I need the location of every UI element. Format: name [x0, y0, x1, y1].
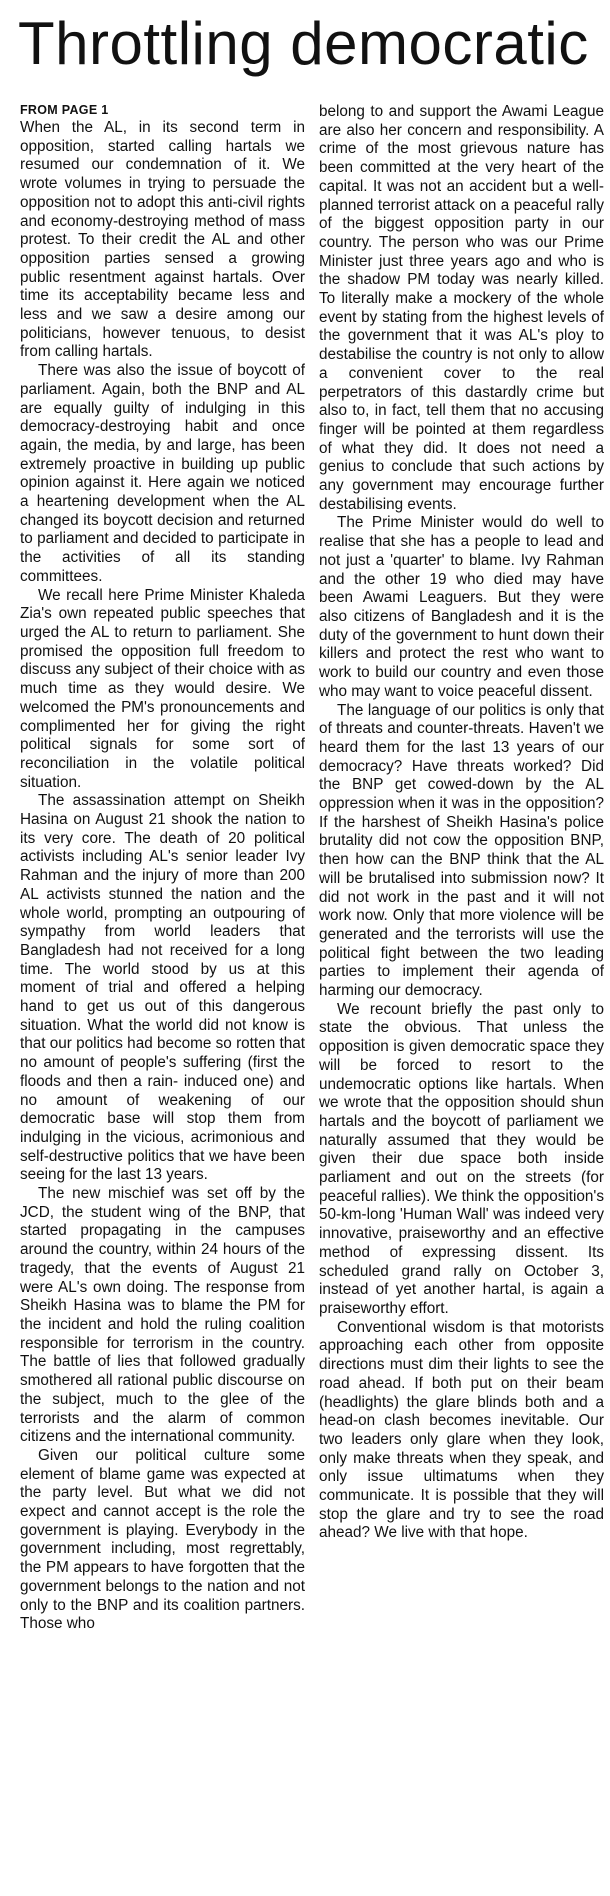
paragraph: belong to and support the Awami League are also her concern and responsibility. A crime of the most grievous nature has been committed at the very heart of the capital. It was not an accident but a well-planned terrorist attack on a peaceful rally of the biggest opposition party in our country. The person who was our Prime Minister just three years ago and who is the shadow PM today was nearly killed. To literally make a mockery of the whole event by stating from the highest levels of the government that it was AL's ploy to destabilise the country is not only to allow a convenient cover to the real perpetrators of this dastardly crime but also to, in fact, tell them that no accusing finger will be pointed at them regardless of what they did. It does not need a genius to conclude that such actions by any government may encourage further destabilising events. — [319, 103, 604, 513]
article-column-left — [20, 103, 305, 1891]
headline: Throttling democratic — [18, 10, 589, 77]
paragraph: We recount briefly the past only to state the obvious. That unless the opposition is given democratic space they will be forced to resort to the undemocratic options like hartals. When we wrote that the opposition should shun hartals and the boycott of parliament we naturally assumed that they would be given their due space both inside parliament and out on the streets (for peaceful rallies). We think the opposition's 50-km-long 'Human Wall' was indeed very innovative, praiseworthy and an effective method of expressing dissent. Its scheduled grand rally on October 3, instead of yet another hartal, is again a praiseworthy effort. — [319, 1000, 604, 1317]
paragraph: Given our political culture some element of blame game was expected at the party level. But what we did not expect and cannot accept is the role the government is playing. Everybody in the government including, most regrettably, the PM appears to have forgotten that the government belongs to the nation and not only to the BNP and its coalition partners. Those who — [20, 1446, 305, 1633]
article-column-right — [319, 103, 604, 1891]
paragraph: There was also the issue of boycott of parliament. Again, both the BNP and AL are equally guilty of indulging in this democracy-destroying habit and once again, the media, by and large, has been extremely proactive in building up public opinion against it. Here again we noticed a heartening development when the AL changed its boycott decision and returned to parliament and decided to participate in the activities of all its standing committees. — [20, 362, 305, 585]
paragraph: Conventional wisdom is that motorists approaching each other from opposite directions must dim their lights to see the road ahead. If both put on their beam (headlights) the glare blinds both and a head-on clash becomes inevitable. Our two leaders only glare when they look, only make threats when they speak, and only issue ultimatums when they communicate. It is possible that they will stop the glare and try to see the road ahead? We live with that hope. — [319, 1318, 604, 1542]
paragraph: The assassination attempt on Sheikh Hasina on August 21 shook the nation to its very core. The death of 20 political activists including AL's senior leader Ivy Rahman and the injury of more than 200 AL activists stunned the nation and the whole world, prompting an outpouring of sympathy from world leaders that Bangladesh had not received for a long time. The world stood by us at this moment of trial and offered a helping hand to get us out of this dangerous situation. What the world did not know is that our politics had become so rotten that no amount of people's suffering (first the floods and then a rain- induced one) and no amount of weakening of our democratic base will stop them from indulging in the vicious, acrimonious and self-destructive politics that we have been seeing for the last 13 years. — [20, 792, 305, 1184]
paragraph: The new mischief was set off by the JCD, the student wing of the BNP, that started propagating in the campuses around the country, within 24 hours of the tragedy, that the events of August 21 were AL's own doing. The response from Sheikh Hasina was to blame the PM for the incident and hold the ruling coalition responsible for terrorism in the country. The battle of lies that followed gradually smothered all rational public discourse on the subject, much to the glee of the terrorists and the alarm of common citizens and the international community. — [20, 1185, 305, 1446]
paragraph: When the AL, in its second term in opposition, started calling hartals we resumed our condemnation of it. We wrote volumes in trying to persuade the opposition not to adopt this anti-civil rights and economy-destroying method of mass protest. To their credit the AL and other opposition parties sensed a growing public resentment against hartals. Over time its acceptability became less and less and we saw a desire among our politicians, however tenuous, to desist from calling hartals. — [20, 119, 305, 361]
paragraph: We recall here Prime Minister Khaleda Zia's own repeated public speeches that urged the AL to return to parliament. She promised the opposition full freedom to discuss any subject of their choice with as much time as they would desire. We welcomed the PM's pronouncements and complimented her for giving the right political signals for some sort of reconciliation in the volatile political situation. — [20, 586, 305, 791]
paragraph: The Prime Minister would do well to realise that she has a people to lead and not just a 'quarter' to blame. Ivy Rahman and the other 19 who died may have been Awami Leaguers. But they were also citizens of Bangladesh and it is the duty of the government to hunt down their killers and protect the rest who want to work to build our country and even those who may want to voice peaceful dissent. — [319, 514, 604, 700]
continuation-label: FROM PAGE 1 — [20, 103, 109, 117]
paragraph: The language of our politics is only that of threats and counter-threats. Haven't we heard them for the last 13 years of our democracy? Have threats worked? Did the BNP get cowed-down by the AL oppression when it was in the opposition? If the harshest of Sheikh Hasina's police brutality did not cow the opposition BNP, then how can the BNP think that the AL will be brutalised into submission now? It did not work in the past and it will not work now. Only that more violence will be generated and the terrorists will use the political fight between the two leading parties to implement their agenda of harming our democracy. — [319, 701, 604, 1000]
